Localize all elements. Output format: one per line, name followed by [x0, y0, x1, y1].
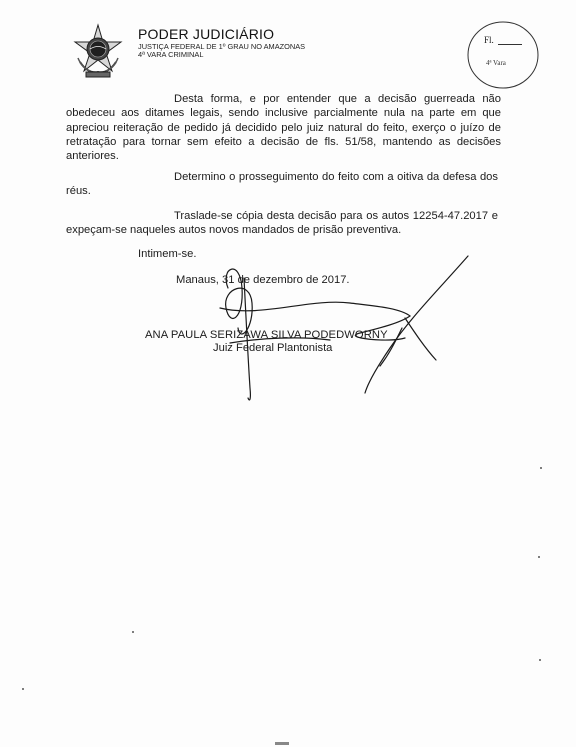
org-unit: 4ª VARA CRIMINAL: [138, 50, 204, 60]
paragraph-traslado: Traslade-se cópia desta decisão para os autos 12254-47.2017 e expeçam-se naqueles autos novos mandados de prisão preventiva.: [66, 210, 498, 237]
paragraph-intimem: Intimem-se.: [138, 248, 197, 260]
paragraph-prosseguimento: Determino o prosseguimento do feito com a oitiva da defesa dos réus.: [66, 171, 498, 198]
coat-of-arms-icon: [68, 22, 128, 80]
scan-speck: [539, 659, 541, 661]
scan-speck: [540, 467, 542, 469]
handwritten-signature: [200, 248, 480, 418]
page-stamp-oval: [466, 20, 540, 90]
stamp-fl-label: Fl.: [484, 35, 494, 45]
org-title: PODER JUDICIÁRIO: [138, 26, 275, 42]
signer-name: ANA PAULA SERIZAWA SILVA PODEDWORNY: [145, 329, 388, 341]
stamp-vara: 4ª Vara: [486, 59, 506, 67]
paragraph-retratacao: Desta forma, e por entender que a decisão guerreada não obedeceu aos ditames legais, sendo inclusive parcialmente nula na parte em que apreciou reiteração de pedido já decidido pelo juiz natural do feito, exerço o juízo de retratação para tornar sem efeito a decisão de fls. 51/58, mantendo as decisões anteriores.: [66, 93, 501, 163]
page-number-fragment: [275, 742, 289, 745]
scan-speck: [132, 631, 134, 633]
letterhead: [138, 27, 305, 59]
dateline: Manaus, 31 de dezembro de 2017.: [176, 274, 350, 286]
scan-speck: [538, 556, 540, 558]
scan-speck: [22, 688, 24, 690]
org-subtitle: JUSTIÇA FEDERAL DE 1º GRAU NO AMAZONAS: [138, 42, 306, 51]
stamp-number-line: [498, 44, 522, 45]
signer-role: Juiz Federal Plantonista: [213, 342, 333, 354]
